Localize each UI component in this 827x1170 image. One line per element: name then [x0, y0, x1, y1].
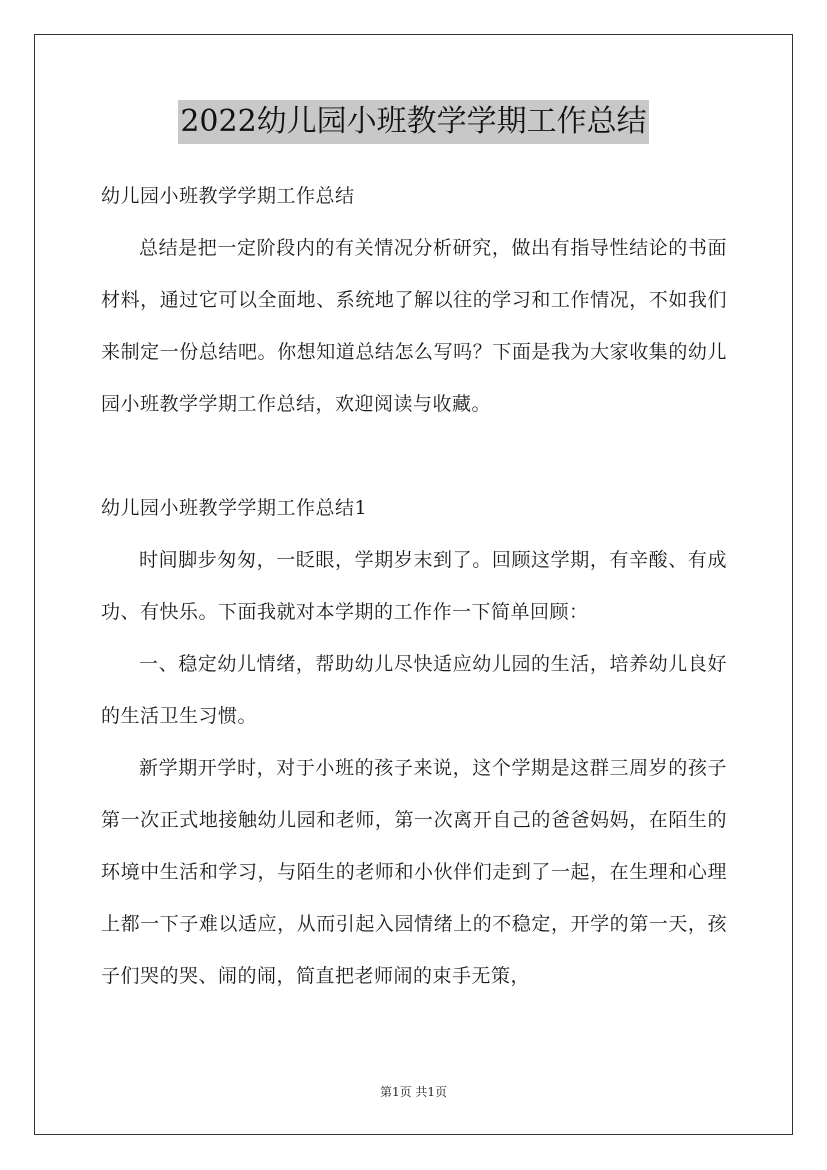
intro-paragraph: 总结是把一定阶段内的有关情况分析研究，做出有指导性结论的书面材料，通过它可以全面地、系统地了解以往的学习和工作情况，不如我们来制定一份总结吧。你想知道总结怎么写吗？下面是我为大家收集的幼儿园小班教学学期工作总结，欢迎阅读与收藏。 [101, 237, 727, 415]
document-title-text: 2022幼儿园小班教学学期工作总结 [178, 100, 648, 144]
document-title [0, 100, 827, 144]
section-heading: 幼儿园小班教学学期工作总结 [101, 185, 355, 207]
document-body [101, 170, 727, 1002]
body-paragraph: 新学期开学时，对于小班的孩子来说，这个学期是这群三周岁的孩子第一次正式地接触幼儿园和老师，第一次离开自己的爸爸妈妈，在陌生的环境中生活和学习，与陌生的老师和小伙伴们走到了一起，在生理和心理上都一下子难以适应，从而引起入园情绪上的不稳定，开学的第一天，孩子们哭的哭、闹的闹，简直把老师闹的束手无策， [101, 757, 727, 987]
body-paragraph: 一、稳定幼儿情绪，帮助幼儿尽快适应幼儿园的生活，培养幼儿良好的生活卫生习惯。 [101, 653, 727, 727]
body-paragraph: 时间脚步匆匆，一眨眼，学期岁末到了。回顾这学期，有辛酸、有成功、有快乐。下面我就对本学期的工作作一下简单回顾： [101, 549, 727, 623]
page-number-footer: 第1页 共1页 [379, 1085, 448, 1099]
section-heading-1: 幼儿园小班教学学期工作总结1 [101, 497, 368, 519]
